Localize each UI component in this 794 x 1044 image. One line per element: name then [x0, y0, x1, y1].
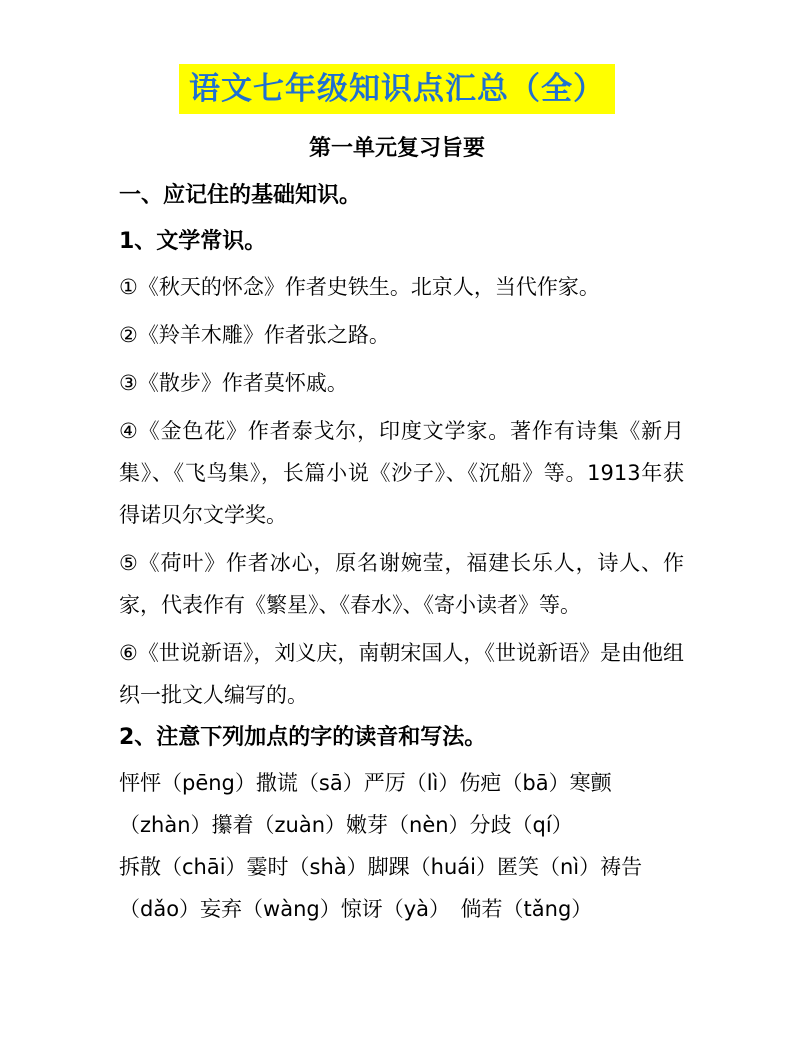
list-item: ④《金色花》作者泰戈尔，印度文学家。著作有诗集《新月集》、《飞鸟集》，长篇小说《沙子》、《沉船》等。1913年获得诺贝尔文学奖。	[119, 419, 684, 527]
pinyin-paragraph: 拆散（chāi）霎时（shà）脚踝（huái）匿笑（nì）祷告（dǎo）妄弃（wàng）惊讶（yà） 倘若（tǎng）	[119, 855, 643, 921]
title-wrapper	[0, 64, 794, 114]
pinyin-paragraph: 怦怦（pēng）撒谎（sā）严厉（lì）伤疤（bā）寒颤（zhàn）攥着（zuàn）嫩芽（nèn）分歧（qí）	[119, 771, 612, 837]
document-title: 语文七年级知识点汇总（全）	[179, 64, 615, 114]
list-item: ②《羚羊木雕》作者张之路。	[119, 323, 390, 347]
list-item: ①《秋天的怀念》作者史铁生。北京人，当代作家。	[119, 275, 600, 299]
list-item: ⑤《荷叶》作者冰心，原名谢婉莹，福建长乐人，诗人、作家，代表作有《繁星》、《春水》、《寄小读者》等。	[119, 551, 684, 617]
section-heading: 一、应记住的基础知识。	[119, 183, 362, 208]
subsection-heading-pronunciation: 2、注意下列加点的字的读音和写法。	[119, 725, 487, 750]
list-item: ⑥《世说新语》，刘义庆，南朝宋国人，《世说新语》是由他组织一批文人编写的。	[119, 641, 684, 707]
subsection-heading-literature: 1、文学常识。	[119, 229, 267, 254]
list-item: ③《散步》作者莫怀戚。	[119, 371, 348, 395]
unit-title: 第一单元复习旨要	[308, 136, 485, 161]
content-body	[119, 180, 684, 930]
